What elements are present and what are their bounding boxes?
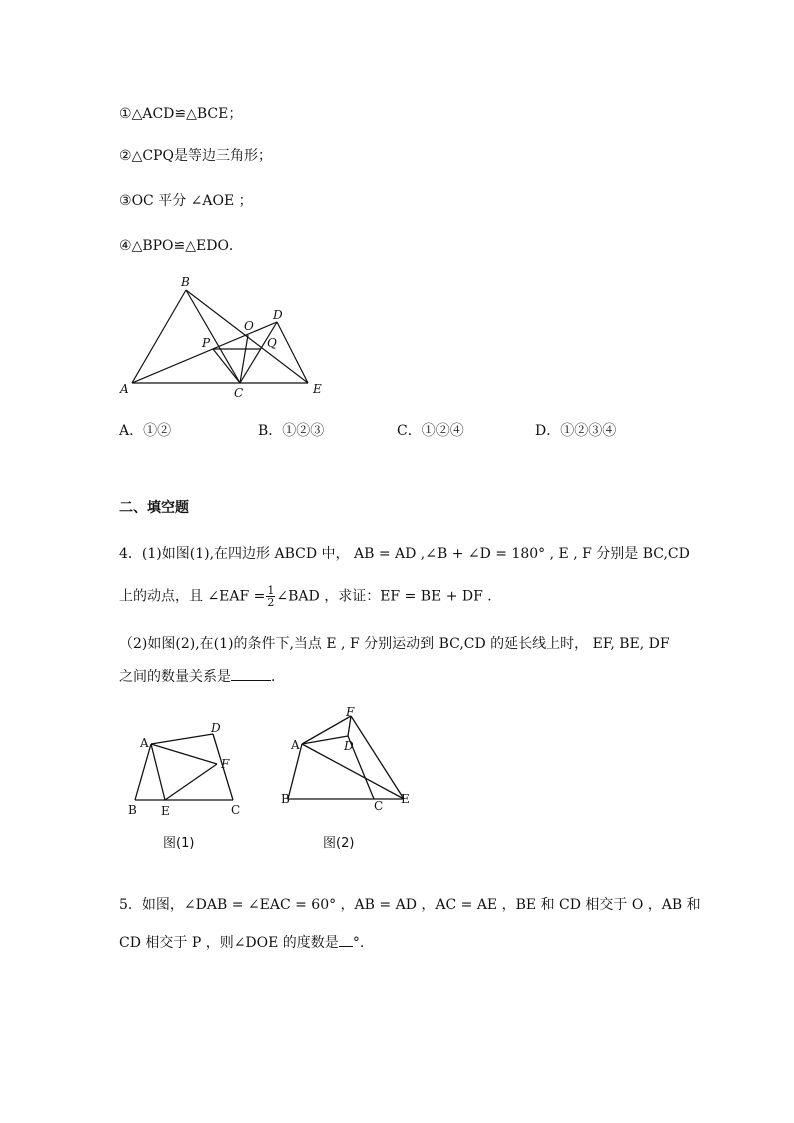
circled-number: ④ (119, 238, 132, 254)
figure-quadrilateral-1 (125, 722, 255, 822)
option-d: D．①②③④ (535, 423, 617, 439)
label-C: C (231, 803, 241, 817)
statement-text: OC 平分 ∠AOE ； (131, 193, 253, 209)
answer-blank[interactable] (339, 932, 353, 947)
answer-blank[interactable] (231, 666, 271, 681)
fraction-denominator: 2 (267, 596, 275, 609)
q4-line-2 (119, 585, 501, 608)
label-B: B (281, 792, 290, 806)
label-B: B (128, 803, 137, 817)
label-C: C (234, 386, 244, 400)
fraction-numerator: 1 (267, 584, 275, 597)
section-title: 二、填空题 (119, 500, 189, 516)
q4-line-2-pre: 上的动点，且 ∠EAF = (119, 588, 266, 605)
q5-line-1: 5．如图，∠DAB = ∠EAC = 60° ，AB = AD ，AC = AE ，BE 和 CD 相交于 O ，AB 和 (119, 897, 701, 913)
option-a: A．①② (119, 423, 172, 439)
figure-1-caption: 图(1) (163, 836, 195, 851)
fraction-one-half (266, 585, 275, 608)
statement-text: △BPO≌△EDO． (131, 238, 243, 254)
label-D: D (273, 308, 283, 322)
label-F: F (346, 706, 355, 719)
line-AB (135, 744, 151, 800)
label-D: D (344, 739, 354, 753)
label-E: E (161, 804, 170, 818)
label-Q: Q (267, 336, 277, 350)
q4-line-4-end: ． (271, 669, 285, 685)
line-AF (151, 744, 217, 764)
statement-1 (119, 104, 242, 124)
q4-line-4-text: 之间的数量关系是 (119, 669, 231, 685)
line-BC (186, 290, 240, 383)
label-D: D (211, 722, 221, 735)
line-AB (288, 744, 302, 799)
line-FE (351, 716, 404, 799)
line-DF (348, 716, 351, 736)
label-B: B (181, 275, 190, 289)
statement-2 (119, 146, 272, 166)
line-AE (151, 744, 165, 800)
figure-triangles (115, 272, 355, 402)
figure-quadrilateral-2 (278, 706, 418, 816)
q4-line-2-post: ∠BAD ，求证：EF = BE + DF ． (276, 588, 502, 605)
label-A: A (120, 382, 129, 396)
option-c: C．①②④ (397, 423, 464, 439)
line-EF (165, 764, 217, 800)
label-E: E (313, 382, 322, 396)
line-AB (132, 290, 186, 383)
label-P: P (202, 336, 211, 350)
statement-text: △CPQ是等边三角形； (131, 148, 272, 164)
q4-line-3: （2)如图(2),在(1)的条件下,当点 E , F 分别运动到 BC,CD 的延长线上时， EF, BE, DF (119, 636, 670, 652)
circled-number: ② (119, 148, 132, 164)
option-b: B．①②③ (258, 423, 325, 439)
label-E: E (401, 792, 410, 806)
q5-line-2-pre: CD 相交于 P ，则∠DOE 的度数是 (119, 935, 339, 951)
figure-2-caption: 图(2) (323, 836, 355, 851)
q4-line-1: 4．(1)如图(1),在四边形 ABCD 中， AB = AD ,∠B + ∠D = 180° , E , F 分别是 BC,CD (119, 546, 690, 562)
line-AD (132, 322, 277, 383)
circled-number: ③ (119, 193, 132, 209)
label-A: A (140, 736, 149, 750)
line-DE (277, 322, 308, 383)
label-F: F (221, 757, 230, 771)
q5-line-2-post: °. (352, 935, 365, 951)
statement-text: △ACD≌△BCE； (131, 106, 243, 122)
line-PC (213, 349, 240, 383)
statement-3 (119, 191, 253, 211)
label-A: A (291, 738, 300, 752)
q5-line-2 (119, 932, 364, 953)
statement-4 (119, 236, 243, 256)
circled-number: ① (119, 106, 132, 122)
line-AD (151, 734, 213, 744)
label-O: O (244, 319, 254, 333)
label-C: C (374, 799, 384, 813)
q4-line-4 (119, 666, 285, 687)
